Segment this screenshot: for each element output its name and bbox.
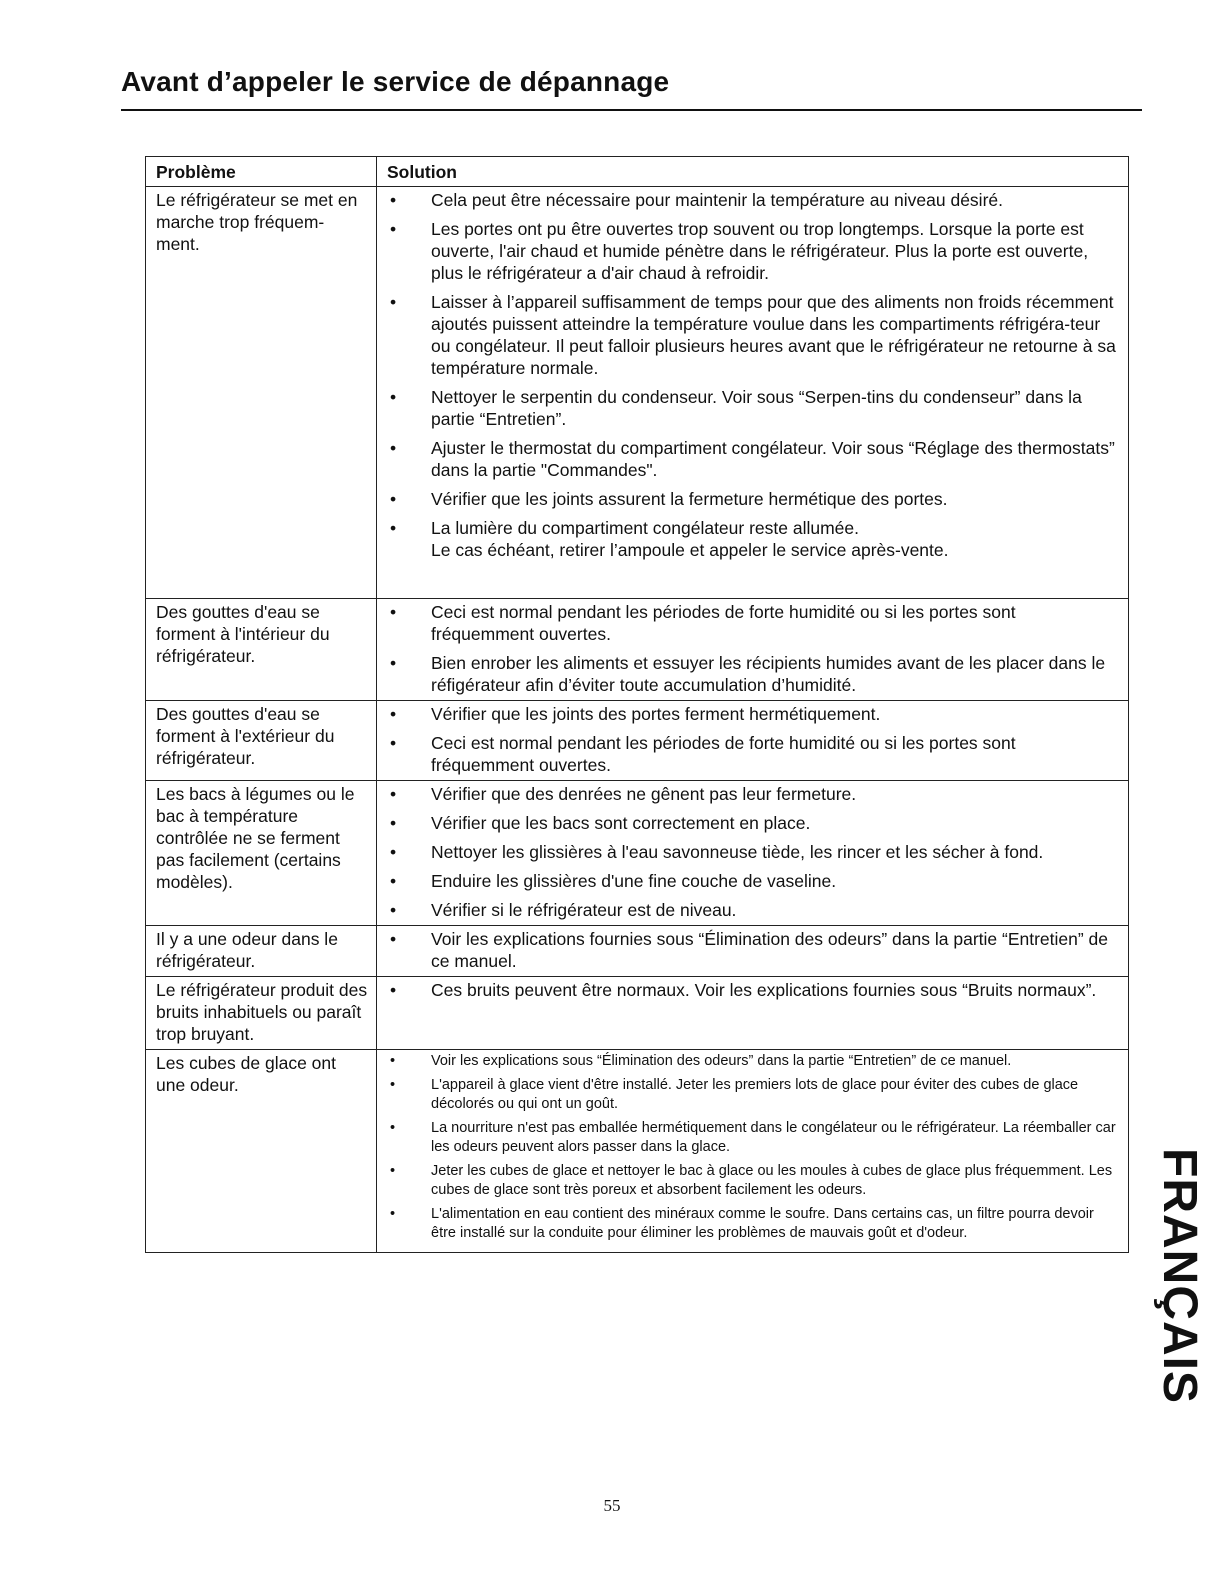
solution-list bbox=[386, 928, 1118, 972]
solution-cell bbox=[377, 926, 1129, 977]
title-rule bbox=[121, 109, 1142, 111]
solution-column-header: Solution bbox=[377, 157, 1129, 187]
solution-list bbox=[386, 783, 1118, 921]
table-row bbox=[146, 926, 1129, 977]
solution-item: • L'alimentation en eau contient des minéraux comme le soufre. Dans certains cas, un filtre pourra devoir être installé sur la conduite pour éliminer les problèmes de mauvais goût et d'odeur. bbox=[390, 1206, 1094, 1241]
solution-item: • Vérifier si le réfrigérateur est de niveau. bbox=[390, 900, 737, 920]
solution-list bbox=[386, 189, 1118, 561]
solution-list bbox=[386, 601, 1118, 696]
table-row bbox=[146, 1050, 1129, 1253]
solution-cell bbox=[377, 781, 1129, 926]
solution-cell bbox=[377, 701, 1129, 781]
solution-item: • Voir les explications fournies sous “Élimination des odeurs” dans la partie “Entretien” de ce manuel. bbox=[390, 929, 1109, 971]
problem-cell: Le réfrigérateur se met en marche trop fréquem-ment. bbox=[146, 187, 377, 599]
page-title: Avant d’appeler le service de dépannage bbox=[121, 66, 670, 97]
problem-cell: Le réfrigérateur produit des bruits inhabituels ou paraît trop bruyant. bbox=[146, 977, 377, 1050]
solution-item: • Nettoyer le serpentin du condenseur. Voir sous “Serpen-tins du condenseur” dans la partie “Entretien”. bbox=[390, 387, 1082, 429]
solution-list bbox=[386, 979, 1118, 1001]
solution-item: • Vérifier que les joints assurent la fermeture hermétique des portes. bbox=[390, 489, 948, 509]
solution-item: • Ajuster le thermostat du compartiment congélateur. Voir sous “Réglage des thermostats” dans la partie "Commandes". bbox=[390, 438, 1115, 480]
problem-cell: Des gouttes d'eau se forment à l'extérieur du réfrigérateur. bbox=[146, 701, 377, 781]
problem-column-header: Problème bbox=[146, 157, 377, 187]
solution-item: • La nourriture n'est pas emballée hermétiquement dans le congélateur ou le réfrigérateur. La réemballer car les odeurs peuvent alors passer dans la glace. bbox=[390, 1120, 1116, 1155]
solution-item: • Ceci est normal pendant les périodes de forte humidité ou si les portes sont fréquemment ouvertes. bbox=[390, 733, 1016, 775]
solution-item: • Enduire les glissières d'une fine couche de vaseline. bbox=[390, 871, 837, 891]
solution-item: • Ces bruits peuvent être normaux. Voir les explications fournies sous “Bruits normaux”. bbox=[390, 980, 1097, 1000]
solution-cell bbox=[377, 187, 1129, 599]
solution-item: • La lumière du compartiment congélateur reste allumée. Le cas échéant, retirer l’ampoule et appeler le service après-vente. bbox=[390, 518, 949, 560]
solution-cell bbox=[377, 599, 1129, 701]
solution-item: • Cela peut être nécessaire pour maintenir la température au niveau désiré. bbox=[390, 190, 1003, 210]
solution-item: • Jeter les cubes de glace et nettoyer le bac à glace ou les moules à cubes de glace plus fréquemment. Les cubes de glace sont très poreux et absorbent facilement les odeurs. bbox=[390, 1163, 1113, 1198]
table-row bbox=[146, 599, 1129, 701]
problem-cell: Les cubes de glace ont une odeur. bbox=[146, 1050, 377, 1253]
solution-item: • Laisser à l’appareil suffisamment de temps pour que des aliments non froids récemment ajoutés puissent atteindre la température voulue dans les compartiments réfrigéra-teur ou congélateur. Il peut falloir plusieurs heures avant que le réfrigérateur ne retourne à sa température normale. bbox=[390, 292, 1116, 378]
problem-cell: Les bacs à légumes ou le bac à température contrôlée ne se ferment pas facilement (certains modèles). bbox=[146, 781, 377, 926]
solution-list bbox=[386, 703, 1118, 776]
table-header-row bbox=[146, 157, 1129, 187]
solution-list bbox=[386, 1052, 1118, 1243]
table-row bbox=[146, 977, 1129, 1050]
solution-item: • Vérifier que les joints des portes ferment hermétiquement. bbox=[390, 704, 881, 724]
solution-item: • Vérifier que les bacs sont correctement en place. bbox=[390, 813, 811, 833]
table-row bbox=[146, 187, 1129, 599]
solution-item: • Voir les explications sous “Élimination des odeurs” dans la partie “Entretien” de ce manuel. bbox=[390, 1053, 1012, 1069]
solution-item: • Bien enrober les aliments et essuyer les récipients humides avant de les placer dans le réfigérateur afin d’éviter toute accumulation d’humidité. bbox=[390, 653, 1106, 695]
table-row bbox=[146, 781, 1129, 926]
solution-cell bbox=[377, 1050, 1129, 1253]
solution-item: • Vérifier que des denrées ne gênent pas leur fermeture. bbox=[390, 784, 857, 804]
problem-cell: Il y a une odeur dans le réfrigérateur. bbox=[146, 926, 377, 977]
table-row bbox=[146, 701, 1129, 781]
solution-item: • Nettoyer les glissières à l'eau savonneuse tiède, les rincer et les sécher à fond. bbox=[390, 842, 1044, 862]
problem-cell: Des gouttes d'eau se forment à l'intérieur du réfrigérateur. bbox=[146, 599, 377, 701]
solution-item: • Ceci est normal pendant les périodes de forte humidité ou si les portes sont fréquemment ouvertes. bbox=[390, 602, 1016, 644]
solution-item: • Les portes ont pu être ouvertes trop souvent ou trop longtemps. Lorsque la porte est ouverte, l'air chaud et humide pénètre dans le réfrigérateur. Plus la porte est ouverte, plus le réfrigérateur a d'air chaud à refroidir. bbox=[390, 219, 1089, 283]
troubleshooting-table bbox=[145, 156, 1129, 1253]
solution-cell bbox=[377, 977, 1129, 1050]
solution-item: • L'appareil à glace vient d'être installé. Jeter les premiers lots de glace pour éviter des cubes de glace décolorés ou qui ont un goût. bbox=[390, 1077, 1079, 1112]
language-side-label: FRANÇAIS bbox=[1153, 1148, 1206, 1404]
page-number: 55 bbox=[603, 1496, 621, 1515]
